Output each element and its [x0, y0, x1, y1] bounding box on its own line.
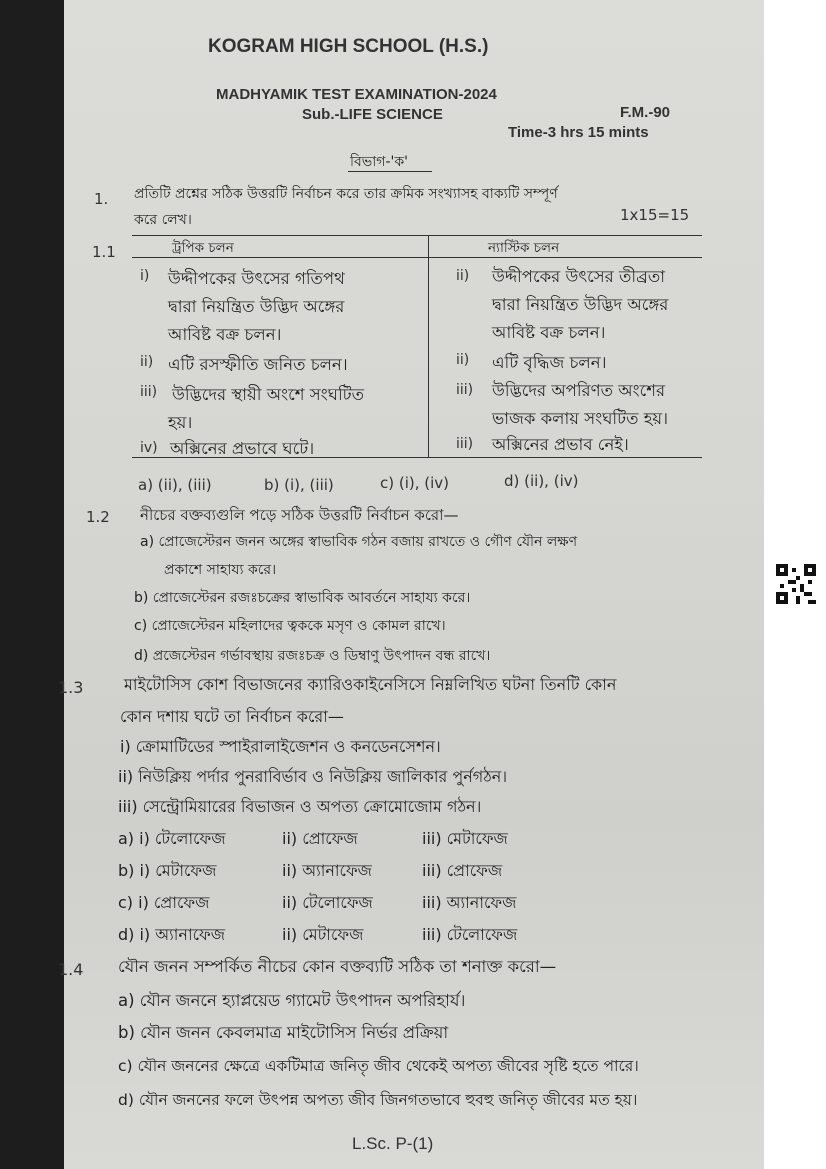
exam-paper: [58, 0, 764, 1169]
table-header-right: ন্যাস্টিক চলন: [488, 240, 560, 256]
table-header-left: ট্রপিক চলন: [172, 240, 234, 256]
q1-1-number: 1.1: [92, 243, 116, 261]
q1-3-option-d-3: iii) টেলোফেজ: [422, 925, 518, 944]
table-divider: [428, 235, 429, 457]
q1-3-option-a-3: iii) মেটাফেজ: [422, 829, 508, 848]
q1-2-a-line1: a) প্রোজেস্টেরন জনন অঙ্গের স্বাভাবিক গঠন বজায় রাখতে ও গৌণ যৌন লক্ষণ: [140, 534, 578, 550]
q1-2-a-line2: প্রকাশে সাহায্য করে।: [164, 562, 277, 578]
q1-4-stem: যৌন জনন সম্পর্কিত নীচের কোন বক্তব্যটি সঠিক তা শনাক্ত করো—: [118, 957, 557, 976]
q1-4-b: b) যৌন জনন কেবলমাত্র মাইটোসিস নির্ভর প্রক্রিয়া: [118, 1023, 449, 1042]
q1-4-c: c) যৌন জননের ক্ষেত্রে একটিমাত্র জনিতৃ জীব থেকেই অপত্য জীবের সৃষ্টি হতে পারে।: [118, 1057, 639, 1075]
q1-3-number: 1.3: [58, 678, 84, 697]
right-row-4-line1: অক্সিনের প্রভাব নেই।: [492, 435, 629, 454]
q1-1-option-b: b) (i), (iii): [264, 476, 334, 494]
q1-4-number: 1.4: [58, 960, 84, 979]
right-row-3-line2: ভাজক কলায় সংঘটিত হয়।: [492, 409, 669, 428]
q1-1-option-d: d) (ii), (iv): [504, 472, 579, 490]
exam-title: MADHYAMIK TEST EXAMINATION-2024: [216, 86, 497, 103]
right-row-2-label: ii): [456, 352, 470, 368]
q1-3-stem-line1: মাইটোসিস কোশ বিভাজনের ক্যারিওকাইনেসিসে নিম্নলিখিত ঘটনা তিনটি কোন: [124, 675, 617, 694]
q1-3-option-d-2: ii) মেটাফেজ: [282, 925, 364, 944]
q1-1-option-c: c) (i), (iv): [380, 474, 450, 492]
q1-3-event-3: iii) সেন্ট্রোমিয়ারের বিভাজন ও অপত্য ক্রোমোজোম গঠন।: [118, 797, 482, 816]
subject: Sub.-LIFE SCIENCE: [302, 106, 443, 123]
q1-3-event-1: i) ক্রোমাটিডের স্পাইরালাইজেশন ও কনডেনসেশন।: [120, 737, 441, 756]
section-label: বিভাগ-'ক': [350, 154, 409, 170]
q1-3-option-c-2: ii) টেলোফেজ: [282, 893, 373, 912]
left-row-2-label: ii): [140, 354, 154, 370]
full-marks: F.M.-90: [620, 104, 671, 121]
qr-code-icon: [776, 564, 816, 604]
right-row-3-label: iii): [456, 382, 474, 398]
left-row-3-line2: হয়।: [168, 413, 193, 432]
q1-2-number: 1.2: [86, 508, 110, 526]
q1-1-option-a: a) (ii), (iii): [138, 476, 212, 494]
left-row-1-line1: উদ্দীপকের উৎসের গতিপথ: [168, 269, 345, 288]
q1-marks: 1x15=15: [620, 206, 690, 224]
table-top-rule: [132, 235, 702, 236]
left-row-1-label: i): [140, 268, 150, 284]
left-row-3-label: iii): [140, 384, 158, 400]
q1-3-option-c-3: iii) অ্যানাফেজ: [422, 893, 517, 912]
q1-2-c: c) প্রোজেস্টেরন মহিলাদের ত্বককে মসৃণ ও কোমল রাখে।: [134, 618, 446, 634]
q1-3-option-b-3: iii) প্রোফেজ: [422, 861, 503, 880]
q1-instruction-line1: প্রতিটি প্রশ্নের সঠিক উত্তরটি নির্বাচন করে তার ক্রমিক সংখ্যাসহ বাক্যটি সম্পূর্ণ: [134, 186, 558, 202]
left-row-1-line3: আবিষ্ট বক্র চলন।: [168, 325, 282, 344]
right-row-1-label: ii): [456, 268, 470, 284]
left-row-2-line1: এটি রসস্ফীতি জনিত চলন।: [168, 355, 348, 374]
q1-2-stem: নীচের বক্তব্যগুলি পড়ে সঠিক উত্তরটি নির্বাচন করো—: [140, 506, 459, 524]
right-row-2-line1: এটি বৃদ্ধিজ চলন।: [492, 353, 607, 372]
left-row-4-line1: অক্সিনের প্রভাবে ঘটে।: [170, 439, 315, 458]
q1-3-stem-line2: কোন দশায় ঘটে তা নির্বাচন করো—: [120, 707, 344, 726]
q1-3-option-a-1: a) i) টেলোফেজ: [118, 829, 226, 848]
q1-2-b: b) প্রোজেস্টেরন রজঃচক্রের স্বাভাবিক আবর্তনে সাহায্য করে।: [134, 590, 471, 606]
q1-number: 1.: [94, 190, 109, 208]
left-row-4-label: iv): [140, 440, 158, 456]
left-row-1-line2: দ্বারা নিয়ন্ত্রিত উদ্ভিদ অঙ্গের: [168, 297, 345, 316]
q1-4-d: d) যৌন জননের ফলে উৎপন্ন অপত্য জীব জিনগতভাবে হুবহু জনিতৃ জীবের মত হয়।: [118, 1091, 638, 1109]
q1-3-option-c-1: c) i) প্রোফেজ: [118, 893, 210, 912]
right-row-4-label: iii): [456, 436, 474, 452]
q1-instruction-line2: করে লেখ।: [134, 212, 192, 228]
school-name: KOGRAM HIGH SCHOOL (H.S.): [208, 36, 489, 57]
right-row-3-line1: উদ্ভিদের অপরিণত অংশের: [492, 381, 666, 400]
q1-4-a: a) যৌন জননে হ্যাপ্লয়েড গ্যামেট উৎপাদন অপরিহার্য।: [118, 991, 466, 1010]
right-row-1-line3: আবিষ্ট বক্র চলন।: [492, 323, 606, 342]
q1-3-option-d-1: d) i) অ্যানাফেজ: [118, 925, 226, 944]
q1-2-d: d) প্রজেস্টেরন গর্ভাবস্থায় রজঃচক্র ও ডিম্বাণু উৎপাদন বন্ধ রাখে।: [134, 648, 491, 664]
q1-3-option-b-2: ii) অ্যানাফেজ: [282, 861, 372, 880]
right-row-1-line1: উদ্দীপকের উৎসের তীব্রতা: [492, 267, 666, 286]
page-footer: L.Sc. P-(1): [352, 1134, 434, 1153]
right-row-1-line2: দ্বারা নিয়ন্ত্রিত উদ্ভিদ অঙ্গের: [492, 295, 669, 314]
section-underline: [348, 171, 432, 172]
q1-3-option-b-1: b) i) মেটাফেজ: [118, 861, 217, 880]
q1-3-event-2: ii) নিউক্লিয় পর্দার পুনরাবির্ভাব ও নিউক্লিয় জালিকার পুর্নগঠন।: [118, 767, 508, 786]
left-row-3-line1: উদ্ভিদের স্থায়ী অংশে সংঘটিত: [172, 385, 365, 404]
time: Time-3 hrs 15 mints: [508, 124, 649, 141]
q1-3-option-a-2: ii) প্রোফেজ: [282, 829, 358, 848]
table-header-rule: [132, 257, 702, 258]
